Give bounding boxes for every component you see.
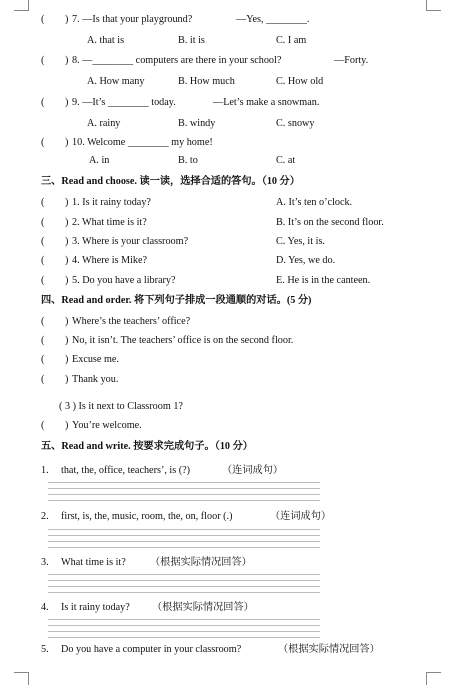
- writing-line[interactable]: [48, 592, 320, 593]
- option-b: B. windy: [178, 118, 216, 129]
- option-c: C. I am: [276, 35, 307, 46]
- answer-paren-close: ): [65, 217, 69, 228]
- item-number: 5.: [41, 644, 49, 655]
- option-a: A. in: [89, 155, 110, 166]
- answer-paren-open[interactable]: (: [41, 275, 45, 286]
- item-hint: （根据实际情况回答）: [150, 557, 252, 568]
- writing-line[interactable]: [48, 580, 320, 581]
- writing-line[interactable]: [48, 541, 320, 542]
- order-sentence-given: ( 3 ) Is it next to Classroom 1?: [59, 401, 183, 412]
- answer-paren-open[interactable]: (: [41, 236, 45, 247]
- match-question: 5. Do you have a library?: [72, 275, 176, 286]
- match-answer: C. Yes, it is.: [276, 236, 325, 247]
- answer-paren-close: ): [65, 236, 69, 247]
- order-sentence: Excuse me.: [72, 354, 119, 365]
- match-answer: D. Yes, we do.: [276, 255, 336, 266]
- answer-paren-open[interactable]: (: [41, 420, 45, 431]
- order-sentence: No, it isn’t. The teachers’ office is on the second floor.: [72, 335, 294, 346]
- item-prompt: What time is it?: [61, 557, 126, 568]
- order-sentence: Where’s the teachers’ office?: [72, 316, 191, 327]
- answer-paren-close: ): [65, 137, 69, 148]
- answer-paren-close: ): [65, 97, 69, 108]
- match-answer: E. He is in the canteen.: [276, 275, 371, 286]
- question-reply: —Let’s make a snowman.: [213, 97, 320, 108]
- question-reply: —Forty.: [334, 55, 369, 66]
- writing-line[interactable]: [48, 494, 320, 495]
- item-number: 4.: [41, 602, 49, 613]
- option-a: A. How many: [87, 76, 145, 87]
- answer-paren-open[interactable]: (: [41, 354, 45, 365]
- answer-paren-open[interactable]: (: [41, 55, 45, 66]
- writing-line[interactable]: [48, 547, 320, 548]
- writing-line[interactable]: [48, 625, 320, 626]
- answer-paren-close: ): [65, 420, 69, 431]
- answer-paren-open[interactable]: (: [41, 374, 45, 385]
- option-c: C. How old: [276, 76, 324, 87]
- answer-paren-close: ): [65, 335, 69, 346]
- answer-paren-close: ): [65, 354, 69, 365]
- match-answer: B. It’s on the second floor.: [276, 217, 384, 228]
- order-sentence: Thank you.: [72, 374, 119, 385]
- item-number: 2.: [41, 511, 49, 522]
- answer-paren-close: ): [65, 275, 69, 286]
- writing-line[interactable]: [48, 586, 320, 587]
- writing-line[interactable]: [48, 482, 320, 483]
- item-prompt: Is it rainy today?: [61, 602, 130, 613]
- question-reply: —Yes, ________.: [236, 14, 310, 25]
- writing-line[interactable]: [48, 574, 320, 575]
- answer-paren-open[interactable]: (: [41, 316, 45, 327]
- crop-mark-top-left: [14, 0, 29, 11]
- question-stem: 8. —________ computers are there in your school?: [72, 55, 282, 66]
- answer-paren-open[interactable]: (: [41, 255, 45, 266]
- option-b: B. to: [178, 155, 198, 166]
- match-question: 1. Is it rainy today?: [72, 197, 151, 208]
- item-hint: （连词成句）: [222, 465, 284, 476]
- writing-line[interactable]: [48, 619, 320, 620]
- answer-paren-close: ): [65, 316, 69, 327]
- writing-line[interactable]: [48, 488, 320, 489]
- question-stem: 9. —It’s ________ today.: [72, 97, 176, 108]
- crop-mark-bottom-right: [426, 672, 441, 685]
- section-title-text: 三、Read and choose. 读一读，选择合适的答句。（10 分）: [41, 176, 300, 187]
- item-hint: （根据实际情况回答）: [278, 644, 380, 655]
- answer-paren-close: ): [65, 55, 69, 66]
- item-hint: （根据实际情况回答）: [152, 602, 254, 613]
- option-a: A. rainy: [87, 118, 121, 129]
- option-b: B. How much: [178, 76, 235, 87]
- item-hint: （连词成句）: [270, 511, 332, 522]
- answer-paren-open[interactable]: (: [41, 14, 45, 25]
- item-prompt: Do you have a computer in your classroom?: [61, 644, 242, 655]
- answer-paren-close: ): [65, 197, 69, 208]
- answer-paren-close: ): [65, 255, 69, 266]
- answer-paren-close: ): [65, 374, 69, 385]
- answer-paren-open[interactable]: (: [41, 137, 45, 148]
- crop-mark-top-right: [426, 0, 441, 11]
- section-title-text: 四、Read and order. 将下列句子排成一段通顺的对话。(5 分): [41, 295, 312, 306]
- option-b: B. it is: [178, 35, 205, 46]
- section-title-text: 五、Read and write. 按要求完成句子。（10 分）: [41, 441, 253, 452]
- item-number: 1.: [41, 465, 49, 476]
- answer-paren-close: ): [65, 14, 69, 25]
- order-sentence: You’re welcome.: [72, 420, 142, 431]
- match-question: 3. Where is your classroom?: [72, 236, 189, 247]
- item-prompt: first, is, the, music, room, the, on, floor (.): [61, 511, 233, 522]
- writing-line[interactable]: [48, 631, 320, 632]
- writing-line[interactable]: [48, 535, 320, 536]
- option-a: A. that is: [87, 35, 125, 46]
- item-number: 3.: [41, 557, 49, 568]
- item-prompt: that, the, office, teachers’, is (?): [61, 465, 191, 476]
- crop-mark-bottom-left: [14, 672, 29, 685]
- answer-paren-open[interactable]: (: [41, 217, 45, 228]
- match-answer: A. It’s ten o’clock.: [276, 197, 353, 208]
- answer-paren-open[interactable]: (: [41, 97, 45, 108]
- match-question: 4. Where is Mike?: [72, 255, 148, 266]
- option-c: C. snowy: [276, 118, 315, 129]
- question-stem: 10. Welcome ________ my home!: [72, 137, 213, 148]
- question-stem: 7. —Is that your playground?: [72, 14, 193, 25]
- writing-line[interactable]: [48, 529, 320, 530]
- writing-line[interactable]: [48, 637, 320, 638]
- option-c: C. at: [276, 155, 296, 166]
- writing-line[interactable]: [48, 500, 320, 501]
- match-question: 2. What time is it?: [72, 217, 147, 228]
- answer-paren-open[interactable]: (: [41, 335, 45, 346]
- answer-paren-open[interactable]: (: [41, 197, 45, 208]
